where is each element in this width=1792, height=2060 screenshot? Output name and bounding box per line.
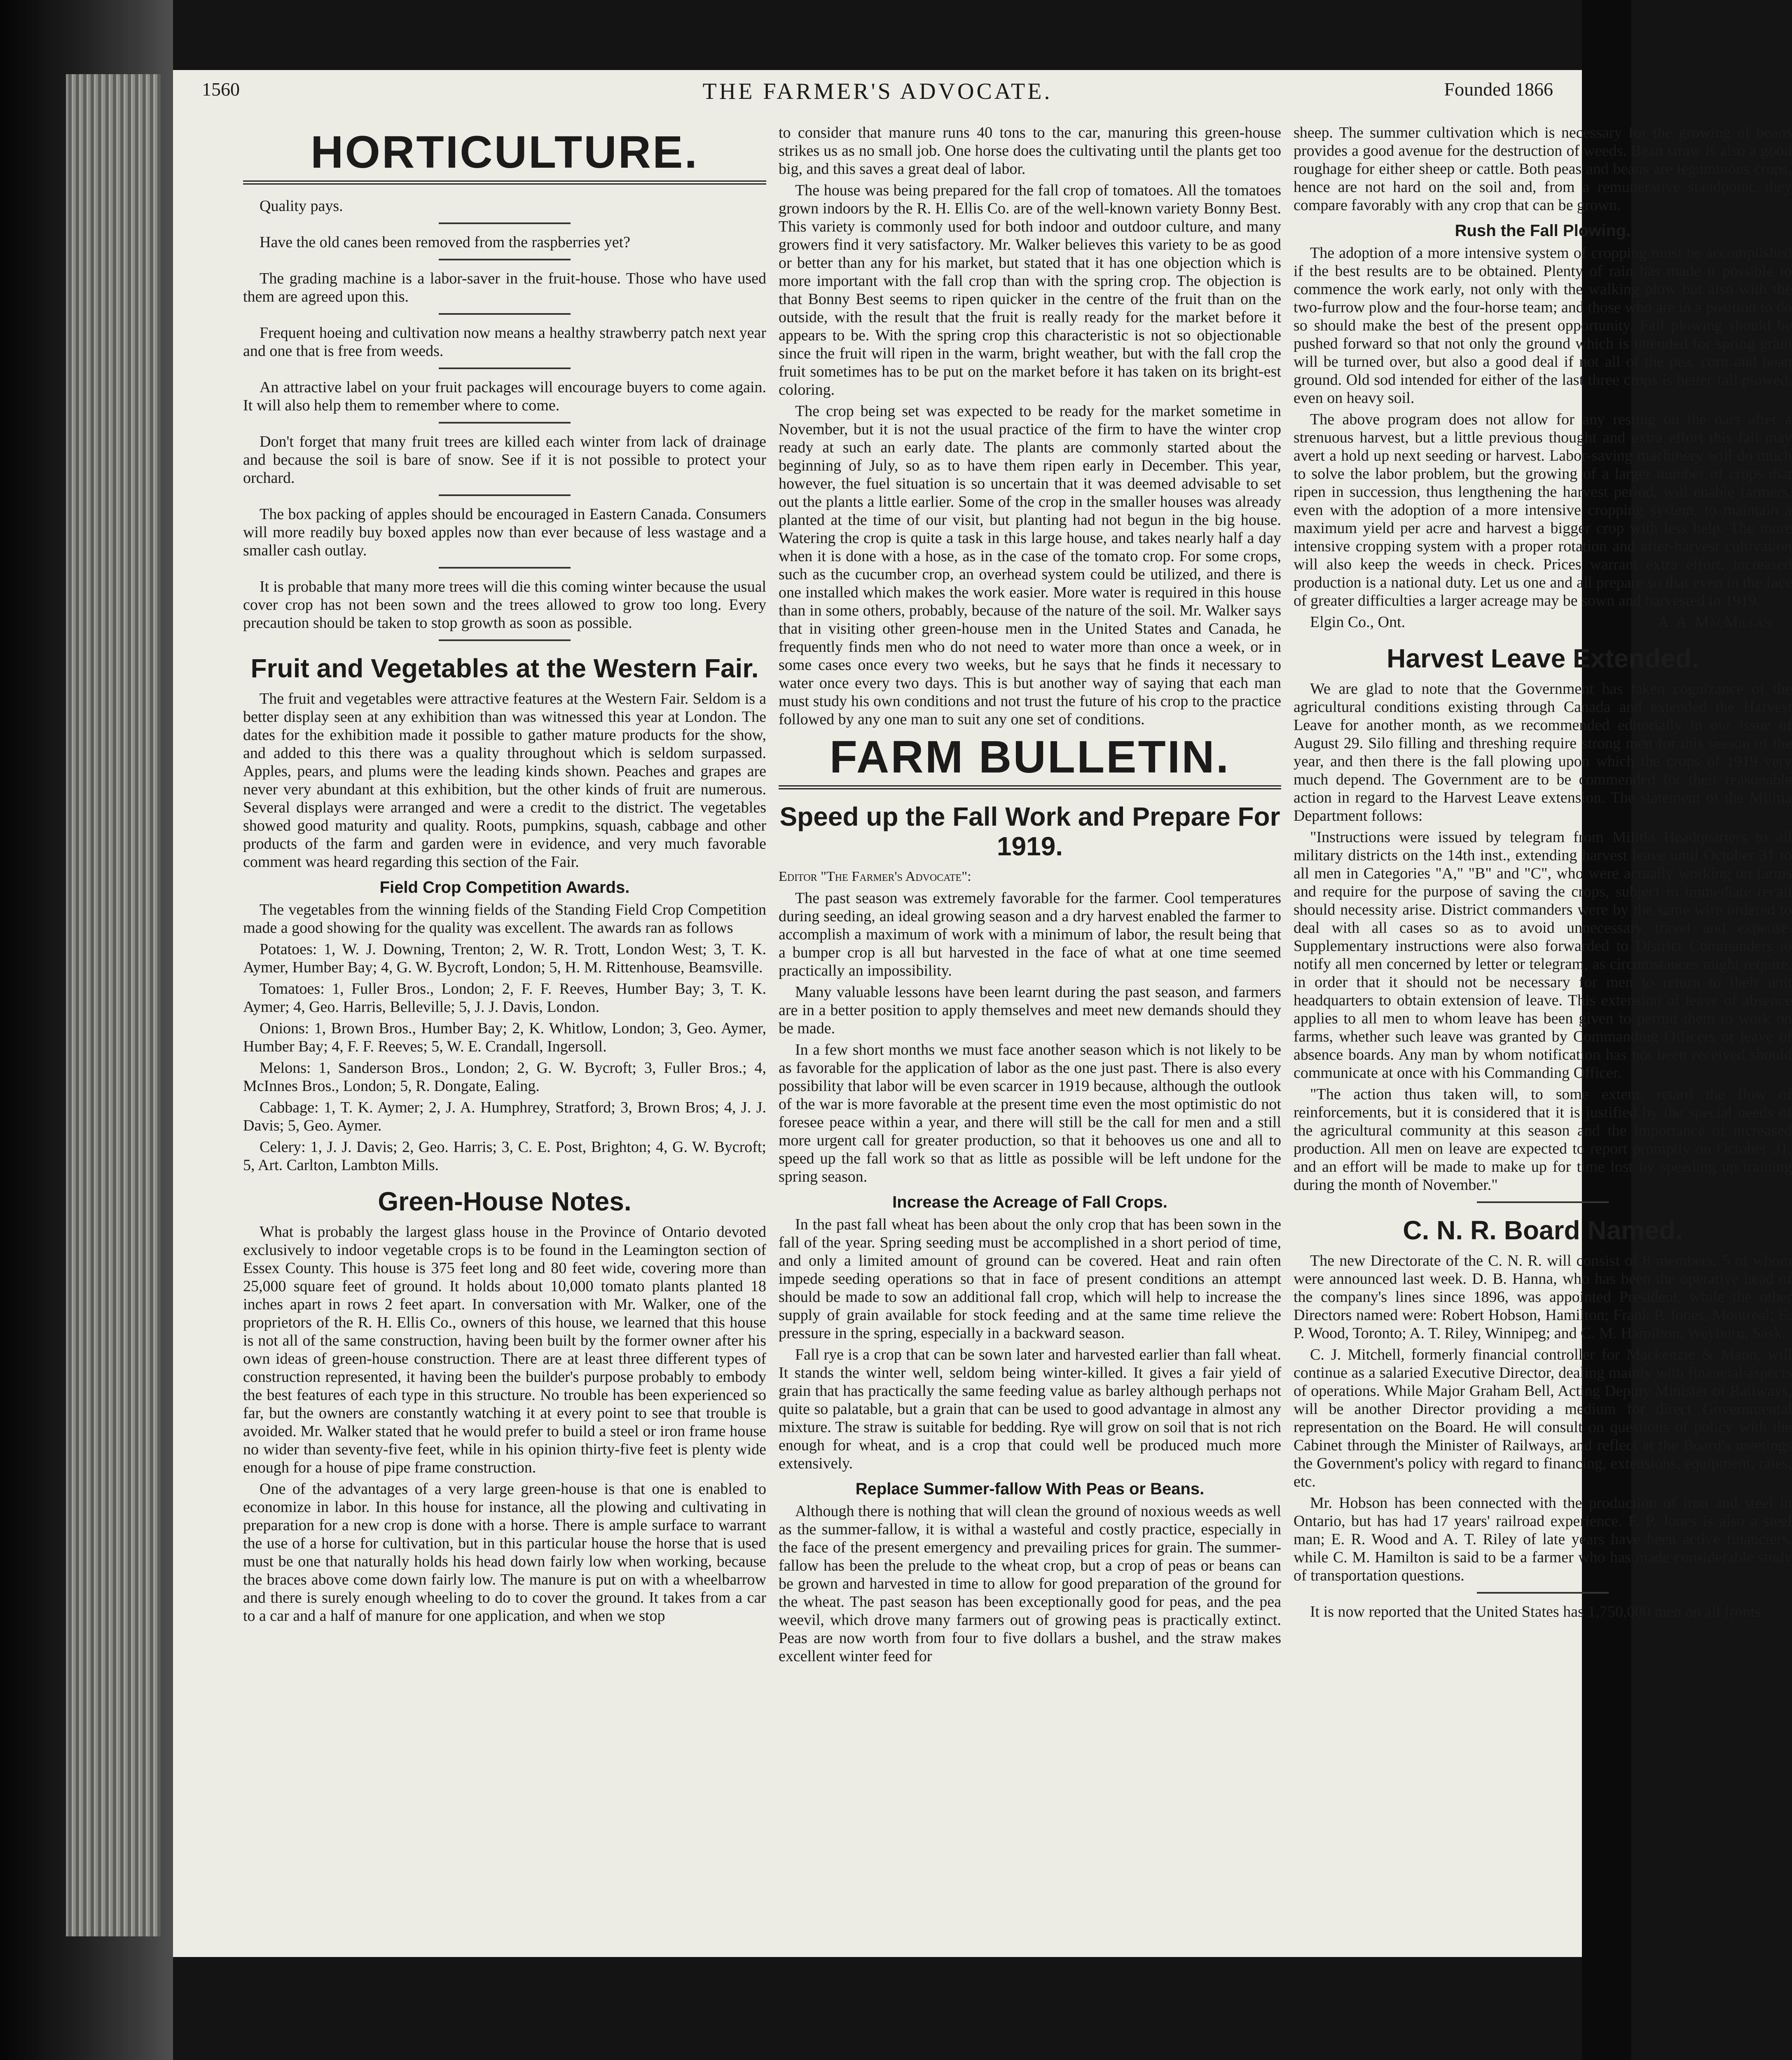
award-entry: Celery: 1, J. J. Davis; 2, Geo. Harris; 3, C. E. Post, Brighton; 4, G. W. Bycroft; 5, Art. Carlton, Lambton Mills.	[243, 1138, 766, 1174]
western-fair-body: The fruit and vegetables were attractive features at the Western Fair. Seldom is a better display seen at any exhibition than was witnessed this year at London. The dates for the exhibition made it possible to gather mature products for the show, and added to this there was a quality throughout which is seldom surpassed. Apples, pears, and plums were the leading kinds shown. Peaches and grapes are never very abundant at this exhibition, but the other kinds of fruit are numerous. Several displays were arranged and were a credit to the district. The vegetables showed good maturity and quality. Roots, pumpkins, squash, cabbage and other products of the farm and garden were in evidence, and very much favorable comment was heard regarding this section of the Fair.	[243, 690, 766, 871]
harvest-paragraph: We are glad to note that the Government has taken cognizance of the agricultural conditions existing through Canada and extended the Harvest Leave for another month, as we recommended editorially in our issue of August 29. Silo filling and threshing require strong men for this season of the year, and then there is the fall plowing upon which the crops of 1919 very much depend. The Government are to be commended for their reasonable action in regard to the Harvest Leave extension. The statement of the Militia Department follows:	[1294, 680, 1792, 824]
divider	[1477, 1201, 1609, 1203]
bulletin-paragraph: The above program does not allow for any resting on the oars after a strenuous harvest, but a little previous thought and extra effort this fall may avert a hold up next seeding or harvest. Labor-saving machinery will do much to solve the labor problem, but the growing of a larger number of crops that ripen in succession, thus lengthening the harvest period, will enable farmers, even with the adoption of a more intensive cropping system, to maintain a maximum yield per acre and harvest a bigger crop with less help. The more intensive cropping system with a proper rotation and after-harvest cultivation will also keep the weeds in check. Prices warrant extra effort, increased production is a national duty. Let us one and all prepare so that even in the face of greater difficulties a larger acreage may be sown and harvested in 1919.	[1294, 411, 1792, 609]
bulletin-paragraph: The adoption of a more intensive system of cropping must be accomplished if the best results are to be obtained. Plenty of rain has made it possible to commence the work early, not only with the walking plow but also with the two-furrow plow and the four-horse team; and those who are in a position to do so should make the best of the present opportunity. Fall plowing should be pushed forward so that not only the ground which is intended for spring grain will be turned over, but also a good deal if not all of the pea, corn and bean ground. Old sod intended for either of the last three crops is better fall plowed, even on heavy soil.	[1294, 244, 1792, 407]
bulletin-paragraph: Many valuable lessons have been learnt during the past season, and farmers are in a better position to apply themselves and meet new demands should they be made.	[779, 983, 1281, 1037]
column-3	[1294, 124, 1792, 1624]
divider	[439, 494, 571, 496]
cnr-paragraph: The new Directorate of the C. N. R. will consist of 8 members, 5 of whom were announced last week. D. B. Hanna, who has been the operative head of the company's lines since 1896, was appointed President, while the other Directors named were: Robert Hobson, Hamilton; Frank P. Jones, Montreal; E. P. Wood, Toronto; A. T. Riley, Winnipeg; and C. M. Hamilton, Weyburn, Sask.	[1294, 1252, 1792, 1342]
divider	[1477, 1592, 1609, 1594]
signoff-place: Elgin Co., Ont.	[1310, 613, 1406, 631]
award-entry: Onions: 1, Brown Bros., Humber Bay; 2, K. Whitlow, London; 3, Geo. Aymer, Humber Bay; 4, F. F. Reeves; 5, W. E. Crandall, Ingersoll.	[243, 1020, 766, 1055]
award-entry: Tomatoes: 1, Fuller Bros., London; 2, F. F. Reeves, Humber Bay; 3, T. K. Aymer; 4, Geo. Harris, Belleville; 5, J. J. Davis, London.	[243, 980, 766, 1016]
publication-title: THE FARMER'S ADVOCATE.	[702, 79, 1053, 104]
cnr-heading: C. N. R. Board Named.	[1403, 1215, 1683, 1245]
page-stack-edges	[66, 74, 161, 1936]
tip: The grading machine is a labor-saver in the fruit-house. Those who have used them are agreed upon this.	[243, 270, 766, 305]
horticulture-tips	[243, 197, 766, 641]
greenhouse-paragraph: One of the advantages of a very large green-house is that one is enabled to economize in labor. In this house for instance, all the plowing and cultivating in preparation for a new crop is done with a horse. There is ample surface to warrant the use of a horse for cultivation, but in this particular house the horse that is used must be one that naturally holds his head down fairly low when working, because the braces above come down fairly low. The manure is put on with a wheelbarrow and there is surely enough wheeling to do to cover the ground. It takes from a car to a car and a half of manure for one application, and when we stop	[243, 1480, 766, 1625]
harvest-paragraph: "The action thus taken will, to some extent, retard the flow of reinforcements, but it is considered that it is justified by the special needs of the agricultural community at this season and the importance of increased production. All men on leave are expected to report promptly on October 31, and an effort will be made to make up for time lost by speeding up training during the month of November."	[1294, 1086, 1792, 1194]
summerfallow-subheading: Replace Summer-fallow With Peas or Beans.	[855, 1480, 1205, 1498]
founded-line: Founded 1866	[1444, 79, 1553, 100]
bulletin-paragraph: sheep. The summer cultivation which is necessary for the growing of beans provides a good avenue for the destruction of weeds. Bean straw is also a good roughage for either sheep or cattle. Both peas and beans are leguminous crops, hence are not hard on the soil and, from a remunerative standpoint, they compare favorably with any crop that can be grown.	[1294, 124, 1792, 214]
divider	[439, 567, 571, 569]
bulletin-paragraph: Although there is nothing that will clean the ground of noxious weeds as well as the summer-fallow, it is withal a wasteful and costly practice, especially in the face of the present emergency and prevailing prices for grain. The summer-fallow has been the prelude to the wheat crop, but a crop of peas or beans can be grown and harvested in time to allow for good preparation of the ground for the wheat. The past season has been exceptionally good for peas, and the pea weevil, which drove many farmers out of growing peas is practically extinct. Peas are now worth from four to five dollars a bushel, and the straw makes excellent winter feed for	[779, 1503, 1281, 1665]
bulletin-paragraph: The past season was extremely favorable for the farmer. Cool temperatures during seeding, an ideal growing season and a dry harvest enabled the farmer to accomplish a maximum of work with a minimum of labor, the result being that a bumper crop is all but harvested in the face of what at one time seemed practically an impossibility.	[779, 890, 1281, 979]
horticulture-heading: HORTICULTURE.	[243, 128, 766, 185]
awards-heading: Field Crop Competition Awards.	[379, 878, 630, 897]
newspaper-page	[173, 70, 1792, 1957]
speed-up-heading: Speed up the Fall Work and Prepare For 1919.	[779, 802, 1280, 861]
tip: It is probable that many more trees will die this coming winter because the usual cover crop has not been sown and the trees allowed to grow too long. Every precaution should be taken to stop growth as soon as possible.	[243, 578, 766, 632]
divider	[439, 259, 571, 260]
signature-line	[1294, 613, 1792, 631]
column-2	[779, 124, 1281, 1669]
editor-line: Editor "The Farmer's Advocate":	[779, 869, 971, 884]
awards-intro: The vegetables from the winning fields of the Standing Field Crop Competition made a good showing for the quality was excellent. The awards ran as follows	[243, 901, 766, 936]
divider	[439, 313, 571, 315]
divider	[439, 422, 571, 424]
cnr-paragraph: Mr. Hobson has been connected with the production of iron and steel in Ontario, but has had 17 years' railroad experience. F. P. Jones is also a steel man; E. R. Wood and A. T. Riley of late years have been active financiers, while C. M. Hamilton is said to be a farmer who has made considerable study of transportation questions.	[1294, 1494, 1792, 1584]
harvest-paragraph: "Instructions were issued by telegram from Militia Headquarters to all military districts on the 14th inst., extending harvest leave until October 31 to all men in Categories "A," "B" and "C", who were actually working on farms and require for the purpose of saving the crops, subject to immediate recall should necessity arise. District commanders were by the same wire ordered to deal with all cases so as to avoid unnecessary travel and expense. Supplementary instructions were also forwarded to District Commanders to notify all men concerned by letter or telegram, as circumstances might require, in order that it should not be necessary for men to return to their unit headquarters to obtain extension of leave. This extension of leave of absence applies to all men to whom leave has been given to permit them to work on farms, whether such leave was granted by Commanding Officers or leave of absence boards. Any man by whom notification has not been received should communicate at once with his Commanding Officer.	[1294, 829, 1792, 1082]
column-1	[243, 124, 766, 1628]
tip: Have the old canes been removed from the raspberries yet?	[260, 234, 630, 251]
bulletin-paragraph: In the past fall wheat has been about the only crop that has been sown in the fall of the year. Spring seeding must be accomplished in a short period of time, and only a limited amount of ground can be covered. Heat and rain often impede seeding operations so that in face of present conditions an attempt should be made to sow an additional fall crop, which will help to increase the supply of grain available for stock feeding and at the same time relieve the pressure in the spring, especially in a backward season.	[779, 1216, 1281, 1342]
tip: Frequent hoeing and cultivation now means a healthy strawberry patch next year and one that is free from weeds.	[243, 324, 766, 360]
signoff-name: A. A. MacMillan.	[1657, 613, 1776, 631]
running-header	[202, 78, 1553, 111]
greenhouse-paragraph: to consider that manure runs 40 tons to the car, manuring this green-house strikes us as no small job. One horse does the cultivating until the plants get too big, and this saves a great deal of labor.	[779, 124, 1281, 178]
acreage-subheading: Increase the Acreage of Fall Crops.	[892, 1193, 1167, 1211]
bulletin-paragraph: Fall rye is a crop that can be sown later and harvested earlier than fall wheat. It stands the winter well, seldom being winter-killed. It gives a fair yield of grain that has practically the same feeding value as barley although perhaps not quite so palatable, but a grain that can be used to good advantage in almost any mixture. The straw is suitable for bedding. Rye will grow on soil that is not rich enough for wheat, and is a crop that could well be produced much more extensively.	[779, 1346, 1281, 1472]
plowing-subheading: Rush the Fall Plowing.	[1455, 222, 1631, 240]
page-number: 1560	[202, 79, 240, 100]
print-fade	[173, 1784, 461, 1957]
tip: An attractive label on your fruit packages will encourage buyers to come again. It will also help them to remember where to come.	[243, 379, 766, 414]
farm-bulletin-heading: FARM BULLETIN.	[779, 733, 1281, 789]
divider	[439, 222, 571, 224]
tip: Quality pays.	[260, 197, 343, 215]
harvest-leave-heading: Harvest Leave Extended.	[1387, 644, 1699, 673]
western-fair-heading: Fruit and Vegetables at the Western Fair.	[250, 653, 759, 683]
award-entry: Melons: 1, Sanderson Bros., London; 2, G. W. Bycroft; 3, Fuller Bros.; 4, McInnes Bros., London; 5, R. Dongate, Ealing.	[243, 1059, 766, 1095]
greenhouse-paragraph: What is probably the largest glass house in the Province of Ontario devoted exclusively to indoor vegetable crops is to be found in the Leamington section of Essex County. This house is 375 feet long and 80 feet wide, covering more than 25,000 square feet of ground. It holds about 10,000 tomato plants planted 18 inches apart in rows 2 feet apart. In conversation with Mr. Walker, one of the proprietors of the R. H. Ellis Co., owners of this house, we learned that this house is not all of the same construction, having been built by the former owner after his own ideas of green-house construction. There are at least three different types of construction represented, it having been the builder's purpose probably to embody the best features of each type in this structure. No trouble has been experienced so far, but the owners are constantly watching it at every point to see that trouble is avoided. Mr. Walker stated that he would prefer to build a steel or iron frame house no wider than seventy-five feet, while in his opinion thirty-five feet is plenty wide enough for a house of pipe frame construction.	[243, 1223, 766, 1476]
bulletin-paragraph: In a few short months we must face another season which is not likely to be as favorable for the application of labor as the one just past. There is also every possibility that labor will be even scarcer in 1919 because, although the outlook of the war is more favorable at the present time even the most optimistic do not foresee peace within a year, and there will still be the call for men and a still more urgent call for greater production, so that it behooves us one and all to speed up the fall work so that as little as possible will be left undone for the spring season.	[779, 1041, 1281, 1185]
award-entry: Cabbage: 1, T. K. Aymer; 2, J. A. Humphrey, Stratford; 3, Brown Bros; 4, J. J. Davis; 5, Geo. Aymer.	[243, 1099, 766, 1134]
greenhouse-paragraph: The house was being prepared for the fall crop of tomatoes. All the tomatoes grown indoors by the R. H. Ellis Co. are of the well-known variety Bonny Best. This variety is commonly used for both indoor and outdoor culture, and many growers find it very satisfactory. Mr. Walker believes this variety to be as good or better than any for his market, but stated that it has one objection which is more important with the fall crop than with the spring crop. The objection is that Bonny Best seems to ripen quicker in the centre of the fruit than on the outside, with the result that the fruit is really ready for the market before it appears to be. With the spring crop this characteristic is not so objectionable since the fruit will ripen in the warm, bright weather, but with the fall crop the fruit sometimes has to be put on the market before it has taken on its bright-est coloring.	[779, 182, 1281, 398]
divider	[439, 639, 571, 641]
divider	[439, 368, 571, 369]
tip: Don't forget that many fruit trees are killed each winter from lack of drainage and because the soil is bare of snow. See if it is not possible to protect your orchard.	[243, 433, 766, 487]
greenhouse-heading: Green-House Notes.	[378, 1187, 632, 1216]
greenhouse-paragraph: The crop being set was expected to be ready for the market sometime in November, but it is not the usual practice of the firm to have the winter crop ready at such an early date. The plants are commonly started about the beginning of July, so as to have them ripen early in December. This year, however, the fuel situation is so uncertain that it was deemed advisable to set out the plants a little earlier. Some of the crop in the smaller houses was already planted at the time of our visit, but planting had not begun in the big house. Watering the crop is quite a task in this large house, and takes nearly half a day when it is done with a hose, as in the case of the tomato crop. For some crops, such as the cucumber crop, an overhead system could be utilized, and there is one installed which makes the work easier. More water is required in this house than in some others, probably, because of the nature of the soil. Mr. Walker says that in visiting other green-house men in the United States and Canada, he frequently finds men who do not need to water more than once a week, or in some cases once every two weeks, but he says that he finds it necessary to water once every two days. This is but another way of saying that each man must study his own conditions and not trust the future of his crop to the practice followed by any one man to suit any one set of conditions.	[779, 403, 1281, 728]
cnr-paragraph: C. J. Mitchell, formerly financial controller for Mackenzie & Mann, will continue as a salaried Executive Director, dealing mainly with financial aspects of operations. While Major Graham Bell, Acting Deputy Minister of Railways, will be another Director providing a medium for direct Governmental representation on the Board. He will consult on questions of policy with the Cabinet through the Minister of Railways, and reflect at the Board's meetings the Government's policy with regard to financing, extensions, equipment, rates, etc.	[1294, 1346, 1792, 1490]
closing-note: It is now reported that the United States has 1,750,000 men on all fronts.	[1310, 1603, 1765, 1620]
award-entry: Potatoes: 1, W. J. Downing, Trenton; 2, W. R. Trott, London West; 3, T. K. Aymer, Humber Bay; 4, G. W. Bycroft, London; 5, H. M. Rittenhouse, Beamsville.	[243, 941, 766, 976]
tip: The box packing of apples should be encouraged in Eastern Canada. Consumers will more readily buy boxed apples now than ever because of less wastage and a smaller cash outlay.	[243, 506, 766, 559]
